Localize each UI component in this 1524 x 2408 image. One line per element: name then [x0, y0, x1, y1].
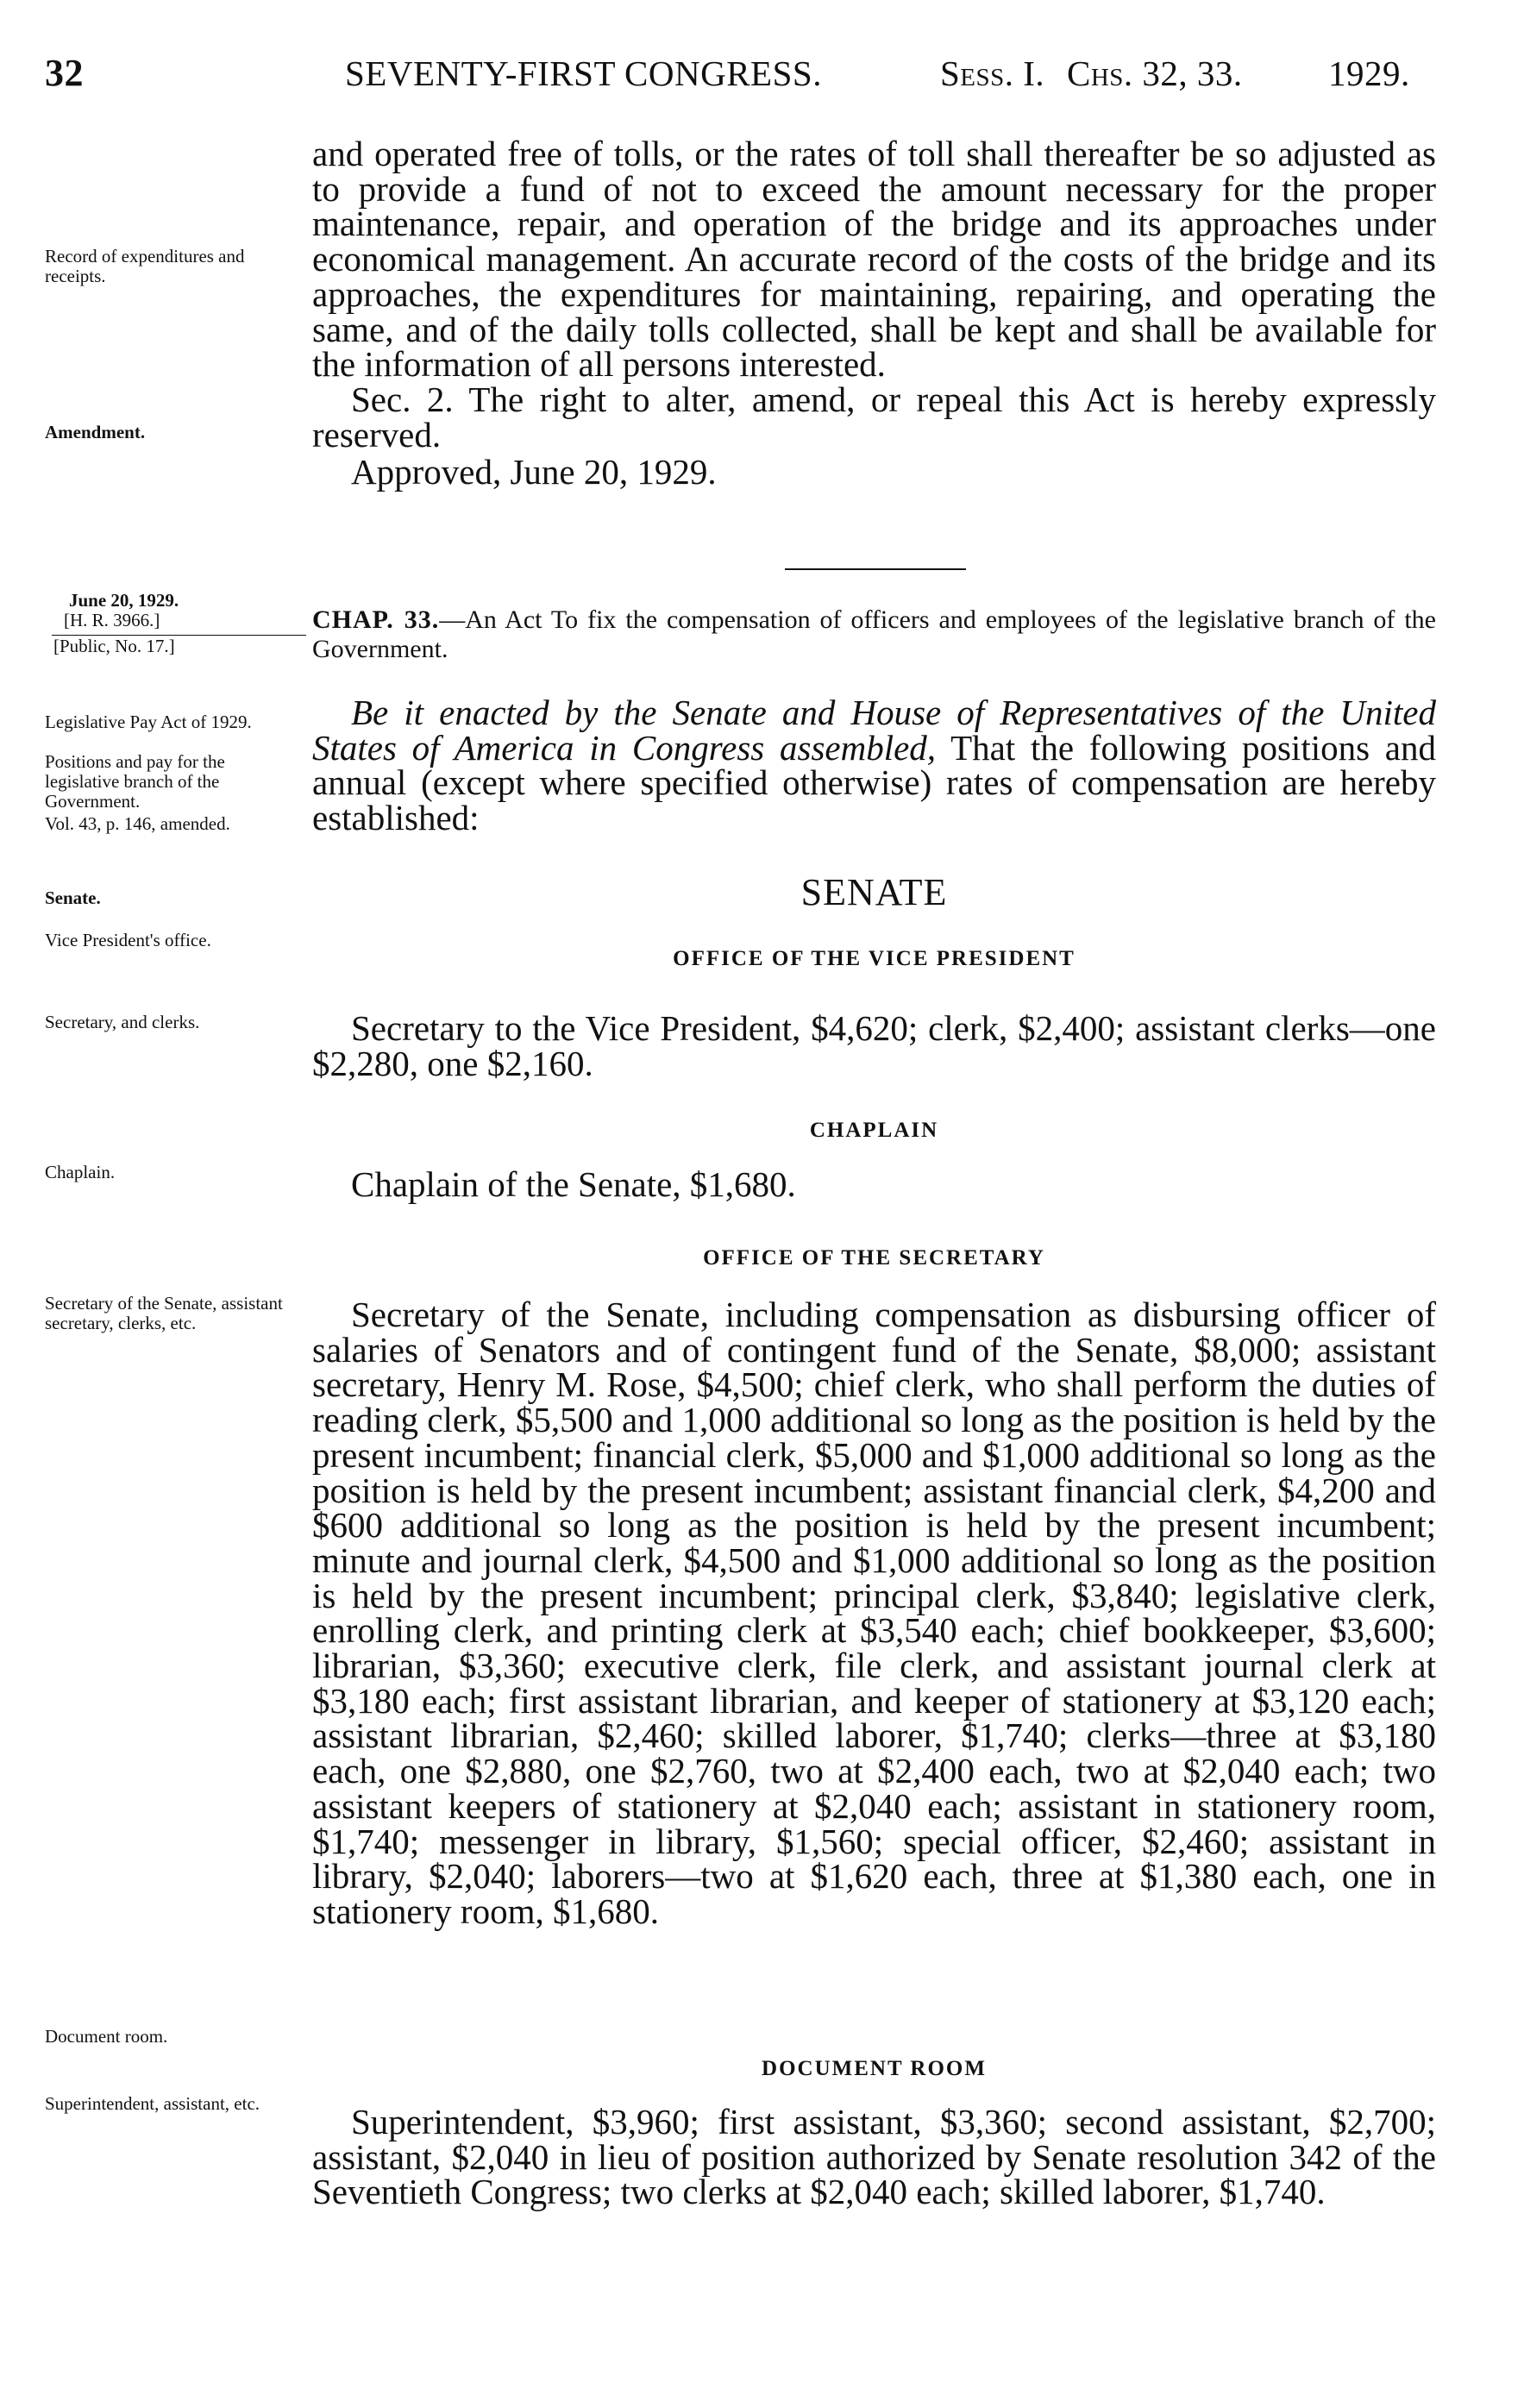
vice-president-office-heading: OFFICE OF THE VICE PRESIDENT — [673, 947, 1076, 970]
enacting-clause-formula: Be it enacted by the Senate and House of Representatives of the United States of America in Congress assembled, — [312, 693, 1436, 768]
section-2-text: Sec. 2. The right to alter, amend, or repeal this Act is hereby expressly reserved. — [312, 379, 1436, 455]
chapter-label: CHAP. 33. — [312, 605, 440, 634]
enacting-clause-text: That the following positions and annual (except where specified otherwise) rates of compensation are hereby established: — [312, 727, 1436, 838]
document-room-compensation-paragraph: Superintendent, $3,960; first assistant, $3,360; second assistant, $2,700; assistant, $2,040 in lieu of position authorized by Senate resolution 342 of the Seventieth Congress; two clerks at $2,040 each; skilled laborer, $1,740. — [312, 2102, 1436, 2212]
running-header-congress: SEVENTY-FIRST CONGRESS. — [345, 53, 822, 93]
margin-note-chaplain: Chaplain. — [45, 1162, 116, 1182]
margin-note-secretary-clerks: Secretary, and clerks. — [45, 1012, 200, 1032]
running-header-year: 1929. — [1328, 53, 1410, 93]
margin-note-document-room: Document room. — [45, 2026, 168, 2047]
margin-note-public-law: [Public, No. 17.] — [53, 636, 175, 656]
secretary-compensation-paragraph: Secretary of the Senate, including compensation as disbursing officer of salaries of Senators and of contingent fund of the Senate, $8,000; assistant secretary, Henry M. Rose, $4,500; chief clerk, who shall perform the duties of reading clerk, $5,500 and 1,000 additional so long as the position is held by the present incumbent; financial clerk, $5,000 and $1,000 additional so long as the position is held by the present incumbent; assistant financial clerk, $4,200 and $600 additional so long as the position is held by the present incumbent; minute and journal clerk, $4,500 and $1,000 additional so long as the position is held by the present incumbent; principal clerk, $3,840; legislative clerk, enrolling clerk, and printing clerk at $3,540 each; chief bookkeeper, $3,600; librarian, $3,360; executive clerk, file clerk, and assistant journal clerk at $3,180 each; first assistant librarian, and keeper of stationery at $3,120 each; assistant librarian, $2,460; skilled laborer, $1,740; clerks—three at $3,180 each, one $2,880, one $2,760, two at $2,400 each, two at $2,040 each; two assistant keepers of stationery at $2,040 each; assistant in stationery room, $1,740; messenger in library, $1,560; special officer, $2,460; assistant in library, $2,040; laborers—two at $1,620 each, three at $1,380 each, one in stationery room, $1,680. — [312, 1295, 1436, 1931]
vp-compensation-paragraph: Secretary to the Vice President, $4,620; clerk, $2,400; assistant clerks—one $2,280, one $2,160. — [312, 1008, 1436, 1083]
chap32-continuation — [312, 136, 1436, 490]
margin-note-record: Record of expenditures and receipts. — [45, 246, 245, 286]
page-number: 32 — [45, 52, 84, 94]
margin-note-amendment: Amendment. — [45, 422, 146, 442]
chapter-33-caption — [312, 605, 1436, 664]
chaplain-heading: CHAPLAIN — [809, 1119, 939, 1142]
approval-date: Approved, June 20, 1929. — [351, 452, 717, 492]
margin-note-volume-reference: Vol. 43, p. 146, amended. — [45, 813, 230, 834]
margin-note-date: June 20, 1929. — [69, 590, 179, 611]
margin-note-bill-number: [H. R. 3966.] — [64, 610, 160, 630]
margin-note-secretary-senate: Secretary of the Senate, assistant secretary, clerks, etc. — [45, 1293, 283, 1333]
vice-president-office-text — [312, 1008, 1436, 1083]
chaplain-compensation-paragraph: Chaplain of the Senate, $1,680. — [351, 1164, 796, 1204]
chapter-separator-rule — [785, 568, 966, 570]
running-header-session: Sess. I. — [940, 53, 1045, 93]
continuation-paragraph: and operated free of tolls, or the rates of toll shall thereafter be so adjusted as to provide a fund of not to exceed the amount necessary for the proper maintenance, repair, and operation of the bridge and its approaches under economical management. An accurate record of the costs of the bridge and its approaches, the expenditures for maintaining, repairing, and operating the same, and of the daily tolls collected, shall be kept and shall be available for the information of all persons interested. — [312, 134, 1436, 385]
margin-note-positions: Positions and pay for the legislative branch of the Government. — [45, 751, 225, 812]
margin-note-senate: Senate. — [45, 887, 101, 908]
chaplain-text — [312, 1164, 1436, 1204]
chapter-title: —An Act To fix the compensation of officers and employees of the legislative branch of the Government. — [312, 605, 1436, 663]
margin-note-legislative-pay: Legislative Pay Act of 1929. — [45, 712, 252, 732]
secretary-office-text — [312, 1297, 1436, 1929]
senate-heading: SENATE — [800, 871, 948, 913]
margin-note-vp-office: Vice President's office. — [45, 930, 211, 950]
document-room-heading: DOCUMENT ROOM — [762, 2057, 987, 2080]
document-room-text — [312, 2104, 1436, 2210]
running-header-chapters: Chs. 32, 33. — [1067, 53, 1243, 93]
margin-note-superintendent: Superintendent, assistant, etc. — [45, 2093, 260, 2114]
secretary-office-heading: OFFICE OF THE SECRETARY — [703, 1246, 1045, 1270]
enacting-clause — [312, 695, 1436, 836]
